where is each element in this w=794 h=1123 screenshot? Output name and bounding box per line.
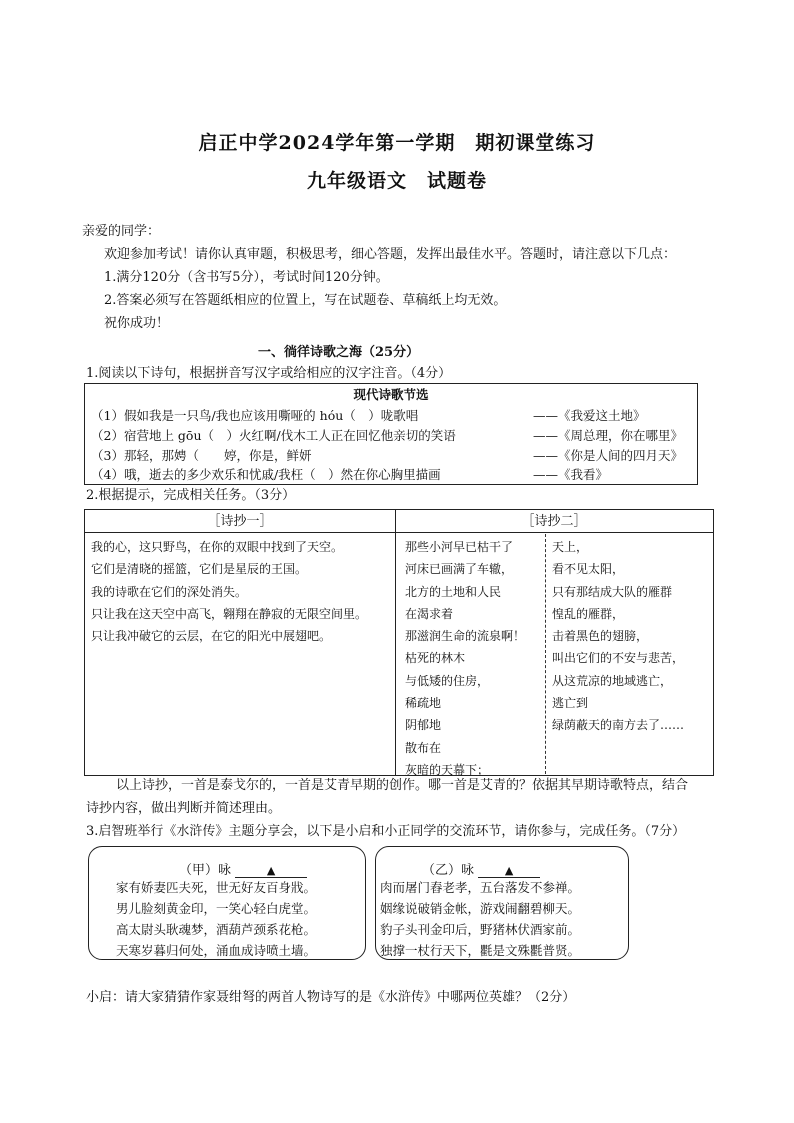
question-2-text: 诗抄内容，做出判断并简述理由。 [86,801,282,816]
poem-line: 那滋润生命的流泉啊！ [405,629,526,644]
poem-line: 我的诗歌在它们的深处消失。 [91,584,248,599]
poem-line: 绿荫蔽天的南方去了…… [552,718,685,733]
intro-line: 2.答案必须写在答题纸相应的位置上，写在试题卷、草稿纸上均无效。 [104,293,507,308]
poem-box-title: 现代诗歌节选 [353,387,429,402]
poem-line: 散布在 [405,740,442,755]
poem-line: 天寒岁暮归何处，涌血成诗喷土墙。 [116,943,317,958]
poem-line: 逃亡到 [552,696,589,711]
poem-line: 在渴求着 [405,606,454,621]
poem-b-body [380,877,580,961]
poem-line: 看不见太阳， [552,562,625,577]
poem-2-body-col1 [405,536,525,781]
poem-line: 我的心，这只野鸟，在你的双眼中找到了天空。 [91,540,344,554]
section-heading: 一、徜徉诗歌之海（25分） [258,345,420,360]
poem-compare-table [84,509,714,776]
poem-2-title: ［诗抄二］ [521,514,587,529]
answer-blank[interactable]: ▲ [478,864,540,878]
poem-excerpt-box [84,383,698,485]
poem-a-title-text: （甲）咏 [179,863,232,878]
answer-blank[interactable]: ▲ [235,864,307,878]
poem-line: 豹子头刊金印后，野猪林伏酒家前。 [380,922,581,937]
poem-line: 那些小河早已枯干了 [405,540,514,554]
question-1-prompt: 1.阅读以下诗句，根据拼音写汉字或给相应的汉字注音。（4分） [86,366,452,381]
poem-line: （4）哦，逝去的多少欢乐和忧戚/我枉（ ）然在你心胸里描画 [91,467,441,482]
poem-line: 枯死的林木 [405,651,466,666]
exam-subtitle: 九年级语文 试题卷 [306,170,487,192]
poem-line: 天上， [552,540,589,554]
poem-source: ——《你是人间的四月天》 [533,448,684,463]
poem-line: 阴郁地 [405,718,442,733]
poem-source: ——《我爱这土地》 [533,408,646,423]
poem-line: 北方的土地和人民 [405,584,502,599]
exam-title: 启正中学2024学年第一学期 期初课堂练习 [198,132,596,154]
poem-line: 只有那结成大队的雁群 [552,584,673,599]
xiaoqi-question: 小启：请大家猜猜作家聂绀弩的两首人物诗写的是《水浒传》中哪两位英雄？（2分） [86,990,576,1005]
poem-line: 只让我冲破它的云层，在它的阳光中展翅吧。 [91,629,332,644]
intro-line: 祝你成功！ [104,316,170,331]
poem-line: （3）那轻，那娉（ 婷，你是，鲜妍 [91,448,312,463]
poem-line: 与低矮的住房， [405,673,490,688]
poem-line: 击着黑色的翅膀， [552,629,649,644]
poem-1-body [91,536,367,647]
greeting: 亲爱的同学： [82,224,161,239]
poem-line: 灰暗的天幕下； [405,762,490,777]
column-divider [545,534,546,774]
poem-line: 从这荒凉的地域逃亡， [552,673,673,688]
poem-line: 肉而屠门舂老孝，五台落发不参禅。 [380,880,581,895]
table-divider [85,532,713,533]
poem-line: 高太尉头耿魂梦，酒葫芦颈系花枪。 [116,922,317,937]
poem-line: 叫出它们的不安与悲苦， [552,651,685,666]
poem-b-title [422,859,540,878]
poem-a-box [88,846,366,960]
poem-line: （2）宿营地上 gōu（ ）火红啊/伐木工人正在回忆他亲切的笑语 [91,428,456,443]
poem-line: 稀疏地 [405,696,442,711]
poem-line: 惶乱的雁群， [552,606,625,621]
question-2-text: 以上诗抄，一首是泰戈尔的，一首是艾青早期的创作。哪一首是艾青的？依据其早期诗歌特点，结合 [116,778,689,793]
question-3-prompt: 3.启智班举行《水浒传》主题分享会，以下是小启和小正同学的交流环节，请你参与，完成任务。（7分） [86,824,686,839]
poem-line: 独撑一杖行天下，氍是文殊氍普贤。 [380,943,581,958]
poem-line: 男儿脸刻黄金印，一笑心轻白虎堂。 [116,901,317,916]
poem-b-box [375,846,629,960]
poem-line: 河床已画满了车辙， [405,562,514,577]
intro-line: 欢迎参加考试！请你认真审题，积极思考，细心答题，发挥出最佳水平。答题时，请注意以下几点： [104,247,677,262]
poem-line: 只让我在这天空中高飞，翱翔在静寂的无限空间里。 [91,606,368,621]
poem-line: （1）假如我是一只鸟/我也应该用嘶哑的 hóu（ ）咙歌唱 [91,408,419,423]
poem-source: ——《周总理，你在哪里》 [533,428,684,443]
poem-a-body [116,877,316,961]
question-2-prompt: 2.根据提示，完成相关任务。（3分） [86,488,296,503]
intro-line: 1.满分120分（含书写5分），考试时间120分钟。 [104,270,389,285]
poem-1-title: ［诗抄一］ [207,514,273,529]
poem-line: 姻缘说破销金帐，游戏闹翻碧柳天。 [380,901,581,916]
table-divider [395,510,396,775]
poem-b-title-text: （乙）咏 [422,863,475,878]
poem-line: 家有娇妻匹夫死，世无好友百身戕。 [116,880,317,895]
poem-a-title [179,859,307,878]
poem-2-body-col2 [552,536,684,737]
poem-line: 它们是清晓的摇篮，它们是星辰的王国。 [91,562,308,577]
poem-source: ——《我看》 [533,467,609,482]
